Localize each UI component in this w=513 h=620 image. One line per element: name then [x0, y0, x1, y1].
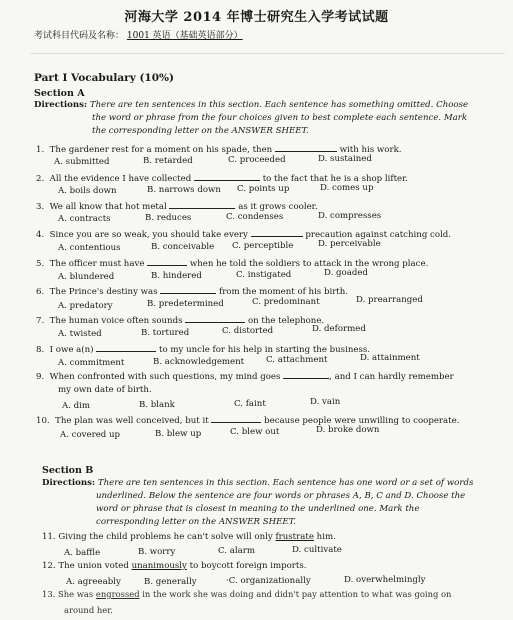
option-b: B. blew up	[155, 429, 202, 439]
option-b: B. generally	[144, 577, 197, 587]
question-text-post: from the moment of his birth.	[219, 287, 349, 297]
question-8	[36, 342, 370, 355]
question-text-pre: She was	[58, 589, 94, 599]
directions-label: Directions:	[42, 478, 96, 488]
question-text-pre: The Prince's destiny was	[49, 287, 158, 297]
question-text-post: him.	[316, 532, 336, 542]
option-d: D. deformed	[312, 324, 366, 334]
subject-label: 考试科目代码及名称：	[34, 31, 125, 41]
question-13-continuation: around her.	[64, 605, 113, 615]
option-b: B. tortured	[141, 328, 190, 338]
answer-blank	[147, 256, 187, 266]
answer-blank	[160, 284, 216, 294]
section-a-directions-line2	[92, 112, 467, 125]
question-13	[42, 589, 451, 599]
question-7	[36, 313, 324, 326]
part-heading: Part I Vocabulary (10%)	[34, 72, 174, 84]
option-a: A. contracts	[58, 214, 111, 224]
option-c: C. instigated	[236, 270, 292, 280]
directions-text: There are ten sentences in this section. Each sentence has something omitted. Choose	[89, 100, 469, 110]
section-b-heading: Section B	[42, 465, 94, 476]
option-a: A. contentious	[58, 243, 121, 253]
divider	[30, 53, 505, 54]
option-b: B. conceivable	[151, 242, 215, 252]
directions-text: the word or phrase from the four choices given to best complete each sentence. Mark	[92, 113, 468, 123]
question-text-post: in the work she was doing and didn't pay attention to what was going on	[142, 589, 452, 599]
option-d: D. goaded	[324, 268, 368, 278]
question-text-post: when he told the soldiers to attack in the wrong place.	[189, 259, 429, 269]
option-c: C. attachment	[266, 355, 328, 365]
question-10	[36, 413, 459, 426]
underlined-word: frustrate	[275, 532, 314, 542]
answer-blank	[185, 313, 245, 323]
question-11	[42, 532, 336, 542]
directions-text: the corresponding letter on the ANSWER SHEET.	[92, 126, 309, 136]
option-b: B. narrows down	[147, 185, 221, 195]
question-text-post: to the fact that he is a shop lifter.	[262, 174, 409, 184]
option-c: C. proceeded	[228, 155, 286, 165]
option-b: B. blank	[139, 400, 175, 410]
option-c: C. blew out	[230, 427, 280, 437]
answer-blank	[275, 142, 337, 152]
option-c: C. perceptible	[232, 241, 294, 251]
question-text-post: precaution against catching cold.	[305, 230, 452, 240]
underlined-word: engrossed	[95, 589, 140, 599]
answer-blank	[283, 369, 329, 379]
answer-blank	[251, 227, 303, 237]
option-b: B. acknowledgement	[153, 357, 245, 367]
question-text-post: , and I can hardly remember	[329, 372, 454, 382]
underlined-word: unanimously	[131, 561, 187, 571]
option-b: B. hindered	[151, 271, 202, 281]
question-number: 9.	[36, 372, 45, 382]
question-5	[36, 256, 428, 269]
question-6	[36, 284, 348, 297]
question-text-pre: The officer must have	[49, 259, 145, 269]
section-a-directions-line3	[92, 125, 309, 138]
option-a: A. baffle	[64, 548, 101, 558]
question-number: 8.	[36, 345, 45, 355]
exam-title: 河海大学 2014 年博士研究生入学考试试题	[124, 10, 389, 25]
answer-blank	[211, 413, 261, 423]
option-d: D. broke down	[316, 425, 380, 435]
option-a: A. blundered	[58, 272, 115, 282]
question-text-pre: The plan was well conceived, but it	[55, 416, 209, 426]
question-text-post: to my uncle for his help in starting the business.	[158, 345, 371, 355]
question-3	[36, 199, 318, 212]
answer-blank	[169, 199, 235, 209]
option-c: C. condenses	[226, 212, 284, 222]
question-text-pre: All the evidence I have collected	[49, 174, 192, 184]
option-c: C. predominant	[252, 297, 320, 307]
option-b: B. retarded	[143, 156, 193, 166]
option-a: A. boils down	[58, 186, 117, 196]
option-a: A. dim	[62, 401, 91, 411]
question-number: 6.	[36, 287, 45, 297]
question-number: 3.	[36, 202, 45, 212]
option-a: A. commitment	[58, 358, 125, 368]
option-d: D. sustained	[318, 154, 372, 164]
directions-text: word or phrase that is closest in meaning to the underlined one. Mark the	[96, 504, 420, 514]
question-text-post: because people were unwilling to cooperate.	[264, 416, 460, 426]
answer-blank	[96, 342, 156, 352]
question-number: 10.	[36, 416, 50, 426]
question-9-continuation: my own date of birth.	[58, 385, 152, 395]
option-c: ·C. organizationally	[226, 576, 311, 586]
directions-text: corresponding letter on the ANSWER SHEET.	[96, 517, 296, 527]
section-b-directions-line3	[96, 503, 419, 516]
option-d: D. compresses	[318, 211, 382, 221]
subject-line	[34, 28, 243, 41]
option-c: C. alarm	[218, 546, 255, 556]
option-c: C. distorted	[222, 326, 274, 336]
directions-label: Directions:	[34, 100, 88, 110]
directions-text: There are ten sentences in this section. Each sentence has one word or a set of words	[97, 478, 474, 488]
question-12	[42, 561, 307, 571]
question-number: 5.	[36, 259, 45, 269]
option-a: A. agreeably	[66, 577, 121, 587]
question-text-pre: Giving the child problems he can't solve will only	[58, 532, 273, 542]
section-b-directions-line2	[96, 490, 465, 503]
section-a-directions-line1	[34, 99, 468, 112]
question-number: 7.	[36, 316, 45, 326]
option-d: D. vain	[310, 397, 341, 407]
question-number: 11.	[42, 532, 56, 542]
question-text-post: on the telephone.	[247, 316, 325, 326]
option-d: D. attainment	[360, 353, 420, 363]
option-b: B. predetermined	[147, 299, 224, 309]
answer-blank	[194, 171, 260, 181]
option-a: A. covered up	[60, 430, 121, 440]
question-4	[36, 227, 451, 240]
option-d: D. prearranged	[356, 295, 423, 305]
question-number: 12.	[42, 561, 56, 571]
question-text-pre: The union voted	[58, 561, 129, 571]
question-text-pre: Since you are so weak, you should take every	[49, 230, 248, 240]
option-d: D. overwhelmingly	[344, 575, 426, 585]
question-text-pre: The gardener rest for a moment on his spade, then	[49, 145, 273, 155]
option-c: C. points up	[237, 184, 290, 194]
option-d: D. perceivable	[318, 239, 381, 249]
option-d: D. cultivate	[292, 545, 342, 555]
option-b: B. reduces	[145, 213, 192, 223]
question-text-pre: We all know that hot metal	[49, 202, 167, 212]
option-d: D. comes up	[320, 183, 374, 193]
option-a: A. twisted	[58, 329, 102, 339]
option-a: A. predatory	[58, 301, 113, 311]
question-text-pre: The human voice often sounds	[49, 316, 183, 326]
option-a: A. submitted	[54, 157, 110, 167]
question-number: 4.	[36, 230, 45, 240]
question-number: 13.	[42, 589, 56, 599]
subject-value: 1001 英语（基础英语部分）	[126, 31, 243, 41]
directions-text: underlined. Below the sentence are four words or phrases A, B, C and D. Choose the	[96, 491, 466, 501]
question-9	[36, 369, 454, 382]
question-text-pre: I owe a(n)	[49, 345, 94, 355]
question-number: 1.	[36, 145, 45, 155]
option-c: C. faint	[234, 399, 266, 409]
question-text-post: to boycott foreign imports.	[189, 561, 307, 571]
section-b-directions-line4	[96, 516, 296, 529]
question-number: 2.	[36, 174, 45, 184]
question-text-post: as it grows cooler.	[238, 202, 318, 212]
option-b: B. worry	[138, 547, 176, 557]
section-b-directions-line1	[42, 477, 473, 490]
question-text-post: with his work.	[339, 145, 402, 155]
section-a-heading: Section A	[34, 88, 85, 99]
question-text-pre: When confronted with such questions, my mind goes	[49, 372, 281, 382]
